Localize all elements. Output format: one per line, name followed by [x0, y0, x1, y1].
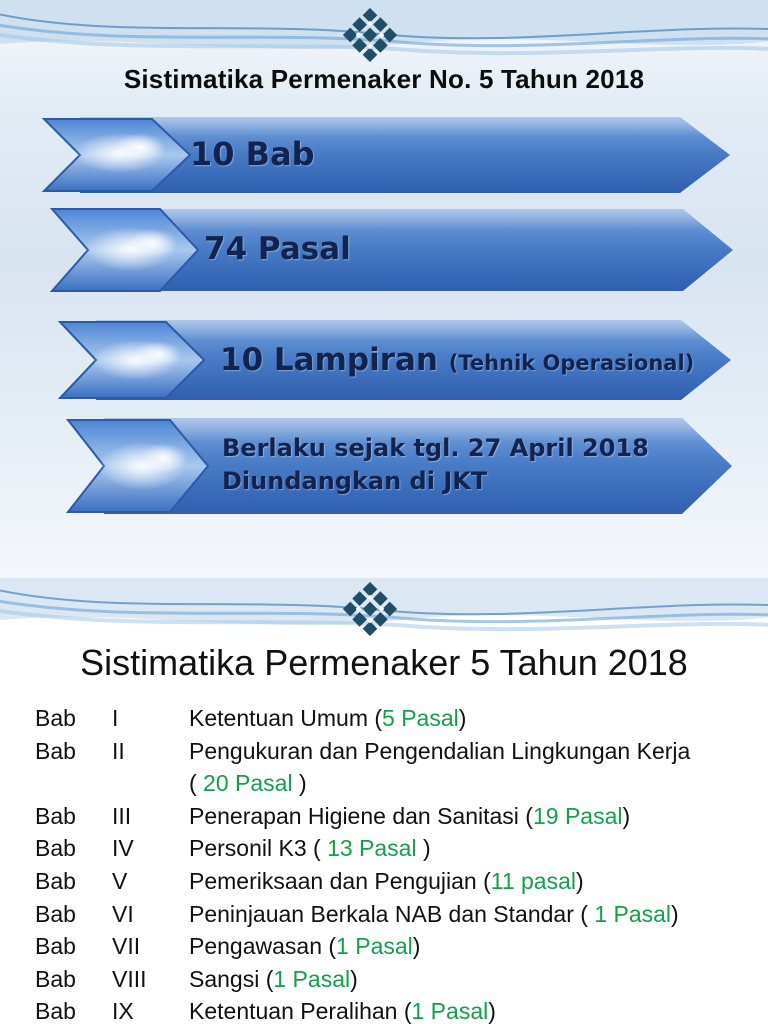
bab-title — [189, 930, 420, 962]
bab-number: III — [112, 802, 132, 829]
pasal-count: 1 Pasal — [594, 900, 672, 927]
closing-paren: ) — [671, 900, 679, 927]
bab-label: Bab — [35, 998, 76, 1024]
bab-label: Bab — [35, 933, 76, 960]
ministry-logo-icon — [343, 8, 397, 62]
bab-title-text: Pemeriksaan dan Pengujian ( — [189, 868, 491, 894]
bab-number: IV — [112, 835, 134, 862]
pasal-count: 20 Pasal — [196, 770, 293, 797]
banner-berlaku-text — [222, 432, 649, 498]
pasal-count: 19 Pasal — [532, 802, 623, 829]
bab-label: Bab — [35, 868, 76, 894]
bab-label: Bab — [35, 835, 76, 862]
bab-title-text: ( — [189, 770, 197, 797]
closing-paren: ) — [488, 998, 496, 1024]
pasal-count: 13 Pasal — [327, 835, 417, 862]
bab-label: Bab — [35, 705, 76, 731]
closing-paren: ) — [458, 705, 467, 731]
pasal-count: 1 Pasal — [273, 965, 351, 992]
bab-title — [189, 898, 679, 930]
bab-label: Bab — [35, 737, 76, 764]
bab-number: V — [112, 868, 128, 894]
slide-2-title: Sistimatika Permenaker 5 Tahun 2018 — [80, 642, 688, 683]
bab-number: VII — [112, 933, 141, 960]
bab-title — [189, 735, 690, 767]
ministry-logo-icon — [343, 582, 397, 636]
closing-paren: ) — [622, 802, 631, 829]
bab-title — [189, 963, 358, 995]
banner-bab-text: 10 Bab — [190, 135, 315, 173]
pasal-count: 1 Pasal — [411, 998, 489, 1024]
bab-title — [189, 832, 431, 864]
bab-title — [189, 702, 466, 734]
bab-title-text: Peninjauan Berkala NAB dan Standar ( — [189, 900, 595, 927]
bab-title-text: Ketentuan Umum ( — [189, 705, 383, 731]
closing-paren: ) — [416, 835, 431, 862]
pasal-count: 11 pasal — [490, 868, 577, 894]
bab-label: Bab — [35, 802, 76, 829]
bab-title — [189, 865, 584, 897]
closing-paren: ) — [412, 933, 421, 960]
banner-pasal-text: 74 Pasal — [204, 231, 351, 267]
banner-berlaku — [64, 416, 732, 516]
bab-title — [189, 800, 630, 832]
banner-berlaku-line2: Diundangkan di JKT — [222, 467, 488, 495]
closing-paren: ) — [576, 868, 584, 894]
banner-pasal — [48, 205, 733, 289]
banner-arrow-shape — [48, 205, 733, 295]
pasal-count: 1 Pasal — [336, 933, 413, 960]
bab-title-text: Pengawasan ( — [189, 933, 337, 960]
bab-label: Bab — [35, 900, 76, 927]
bab-number: IX — [112, 998, 134, 1024]
bab-title-text: Penerapan Higiene dan Sanitasi ( — [189, 802, 533, 829]
banner-lampiran — [56, 318, 731, 402]
banner-arrow-shape — [40, 113, 730, 197]
bab-title-text: Personil K3 ( — [189, 835, 328, 862]
bab-title-text: Pengukuran dan Pengendalian Lingkungan Kerja — [189, 737, 691, 764]
slide-1-title: Sistimatika Permenaker No. 5 Tahun 2018 — [123, 64, 645, 94]
bab-title — [189, 767, 307, 799]
bab-number: VI — [112, 900, 134, 927]
slide-2 — [0, 578, 768, 1024]
banner-bab — [40, 113, 730, 197]
bab-number: II — [112, 737, 125, 764]
bab-number: I — [112, 705, 119, 731]
closing-paren: ) — [292, 770, 307, 797]
bab-number: VIII — [112, 965, 147, 992]
closing-paren: ) — [350, 965, 358, 992]
bab-label: Bab — [35, 965, 76, 992]
bab-title — [189, 995, 496, 1024]
bab-title-text: Ketentuan Peralihan ( — [189, 998, 412, 1024]
banner-berlaku-line1: Berlaku sejak tgl. 27 April 2018 — [222, 434, 649, 462]
banner-lampiran-suffix: (Tehnik Operasional) — [448, 351, 695, 375]
banner-lampiran-text — [220, 342, 694, 378]
banner-lampiran-main: 10 Lampiran — [220, 342, 438, 378]
bab-title-text: Sangsi ( — [189, 965, 274, 992]
pasal-count: 5 Pasal — [382, 705, 459, 731]
